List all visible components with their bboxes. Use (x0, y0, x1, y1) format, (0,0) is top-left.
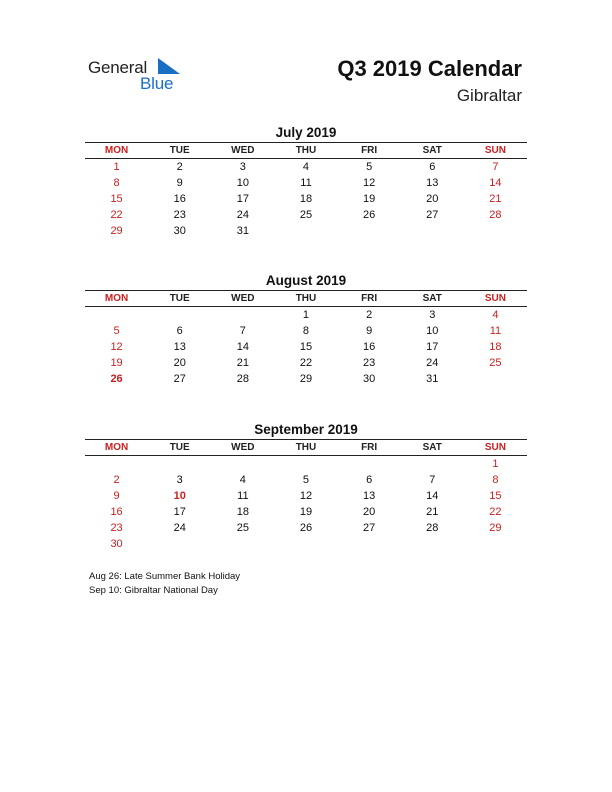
day-cell: 20 (426, 193, 439, 205)
weekday-label: THU (295, 145, 317, 156)
weekday-label: SUN (484, 442, 506, 453)
day-cell: 4 (492, 309, 499, 321)
holiday-note: Sep 10: Gibraltar National Day (89, 585, 218, 596)
day-cell: 12 (363, 177, 376, 189)
weekday-label: FRI (361, 442, 378, 453)
day-cell: 18 (489, 341, 502, 353)
day-cell: 21 (489, 193, 502, 205)
day-cell: 31 (236, 225, 249, 237)
day-cell: 17 (236, 193, 249, 205)
day-cell: 25 (236, 522, 249, 534)
day-cell: 22 (110, 209, 123, 221)
day-cell: 29 (299, 373, 313, 385)
day-cell: 25 (489, 357, 502, 369)
day-cell: 27 (426, 209, 439, 221)
day-cell: 30 (363, 373, 376, 385)
day-cell: 12 (110, 341, 123, 353)
day-cell: 18 (236, 506, 249, 518)
page-subtitle: Gibraltar (456, 86, 522, 105)
weekday-label: FRI (361, 145, 378, 156)
empty-day-cell (338, 536, 401, 552)
day-cell: 11 (489, 325, 502, 337)
weekday-label: SUN (484, 145, 506, 156)
day-cell: 8 (302, 325, 310, 337)
day-cell: 2 (176, 161, 183, 173)
day-cell: 9 (366, 325, 373, 337)
day-cell: 18 (299, 193, 313, 205)
day-cell: 7 (492, 161, 499, 173)
day-cell: 16 (110, 506, 123, 518)
day-cell: 16 (173, 193, 186, 205)
empty-day-cell (85, 456, 148, 472)
weekday-label: TUE (169, 293, 190, 304)
empty-day-cell (338, 456, 401, 472)
day-cell: 14 (236, 341, 249, 353)
day-cell: 9 (176, 177, 183, 189)
day-cell: 24 (173, 522, 186, 534)
day-cell: 10 (426, 325, 439, 337)
empty-day-cell (464, 223, 527, 239)
day-cell: 24 (236, 209, 249, 221)
empty-day-cell (401, 536, 464, 552)
weekday-header (85, 143, 527, 158)
logo-triangle-icon (158, 58, 180, 74)
weekday-label: THU (295, 442, 317, 453)
weekday-label: SAT (422, 293, 442, 304)
day-cell: 3 (176, 474, 183, 486)
day-cell: 12 (299, 490, 313, 502)
month-title: July 2019 (275, 125, 337, 140)
day-cell: 5 (302, 474, 310, 486)
day-cell: 3 (429, 309, 436, 321)
day-cell: 2 (113, 474, 120, 486)
day-cell: 26 (363, 209, 376, 221)
empty-day-cell (401, 223, 464, 239)
day-cell: 20 (173, 357, 186, 369)
day-cell: 22 (489, 506, 502, 518)
day-cell: 17 (426, 341, 439, 353)
day-cell: 9 (113, 490, 120, 502)
day-cell: 27 (173, 373, 186, 385)
weekday-label: THU (295, 293, 317, 304)
empty-day-cell (274, 536, 337, 552)
day-cell: 10 (236, 177, 249, 189)
day-grid (85, 456, 527, 552)
day-cell: 13 (173, 341, 186, 353)
day-cell: 4 (239, 474, 246, 486)
page-title: Q3 2019 Calendar (337, 56, 522, 81)
day-cell: 6 (176, 325, 183, 337)
day-cell: 29 (489, 522, 502, 534)
day-cell: 1 (113, 161, 120, 173)
day-grid (85, 159, 527, 239)
day-cell: 21 (236, 357, 249, 369)
weekday-label: FRI (361, 293, 378, 304)
empty-day-cell (464, 371, 527, 387)
day-cell: 20 (363, 506, 376, 518)
logo (88, 56, 198, 96)
day-cell: 14 (489, 177, 502, 189)
weekday-label: WED (231, 442, 255, 453)
day-cell: 30 (110, 538, 123, 550)
holiday-notes (89, 570, 240, 598)
empty-day-cell (148, 536, 211, 552)
month-title: August 2019 (265, 273, 347, 288)
weekday-header (85, 291, 527, 306)
day-cell: 11 (237, 490, 249, 502)
day-cell: 26 (299, 522, 313, 534)
day-cell: 11 (300, 177, 312, 189)
weekday-label: WED (231, 293, 255, 304)
empty-day-cell (464, 536, 527, 552)
day-cell: 31 (426, 373, 439, 385)
day-cell: 8 (113, 177, 120, 189)
day-cell: 19 (299, 506, 313, 518)
weekday-label: SAT (422, 145, 442, 156)
empty-day-cell (85, 307, 148, 323)
day-cell: 26 (110, 373, 123, 385)
weekday-label: TUE (169, 442, 190, 453)
day-cell: 28 (489, 209, 502, 221)
day-cell: 22 (299, 357, 313, 369)
weekday-label: MON (104, 145, 129, 156)
day-cell: 23 (110, 522, 123, 534)
day-cell: 23 (173, 209, 186, 221)
day-cell: 15 (110, 193, 123, 205)
logo-word-general: General (88, 58, 148, 77)
day-cell: 1 (302, 309, 310, 321)
day-cell: 7 (429, 474, 436, 486)
empty-day-cell (148, 307, 211, 323)
empty-day-cell (338, 223, 401, 239)
empty-day-cell (148, 456, 211, 472)
holiday-note: Aug 26: Late Summer Bank Holiday (89, 571, 241, 582)
empty-day-cell (211, 536, 274, 552)
day-cell: 10 (173, 490, 186, 502)
day-cell: 27 (363, 522, 376, 534)
day-grid (85, 307, 527, 387)
day-cell: 28 (236, 373, 249, 385)
weekday-label: MON (104, 442, 129, 453)
day-cell: 28 (426, 522, 439, 534)
day-cell: 3 (239, 161, 246, 173)
day-cell: 19 (363, 193, 376, 205)
weekday-label: TUE (169, 145, 190, 156)
day-cell: 30 (173, 225, 186, 237)
day-cell: 8 (492, 474, 499, 486)
day-cell: 6 (366, 474, 373, 486)
weekday-label: SUN (484, 293, 506, 304)
day-cell: 2 (366, 309, 373, 321)
day-cell: 17 (173, 506, 186, 518)
day-cell: 16 (363, 341, 376, 353)
empty-day-cell (211, 456, 274, 472)
day-cell: 15 (489, 490, 502, 502)
weekday-label: WED (231, 145, 255, 156)
day-cell: 6 (429, 161, 436, 173)
empty-day-cell (274, 223, 337, 239)
day-cell: 14 (426, 490, 439, 502)
day-cell: 24 (426, 357, 439, 369)
month-july (85, 124, 527, 239)
empty-day-cell (401, 456, 464, 472)
day-cell: 13 (363, 490, 376, 502)
weekday-label: MON (104, 293, 129, 304)
logo-word-blue: Blue (140, 74, 174, 93)
day-cell: 19 (110, 357, 123, 369)
weekday-label: SAT (422, 442, 442, 453)
month-september (85, 421, 527, 552)
day-cell: 7 (239, 325, 246, 337)
empty-day-cell (211, 307, 274, 323)
day-cell: 29 (110, 225, 123, 237)
day-cell: 5 (113, 325, 120, 337)
day-cell: 21 (426, 506, 439, 518)
day-cell: 13 (426, 177, 439, 189)
day-cell: 25 (299, 209, 313, 221)
empty-day-cell (274, 456, 337, 472)
day-cell: 23 (363, 357, 376, 369)
month-title: September 2019 (254, 422, 358, 437)
weekday-header (85, 440, 527, 455)
month-august (85, 272, 527, 387)
day-cell: 4 (302, 161, 310, 173)
day-cell: 5 (366, 161, 373, 173)
day-cell: 15 (299, 341, 313, 353)
day-cell: 1 (492, 458, 499, 470)
